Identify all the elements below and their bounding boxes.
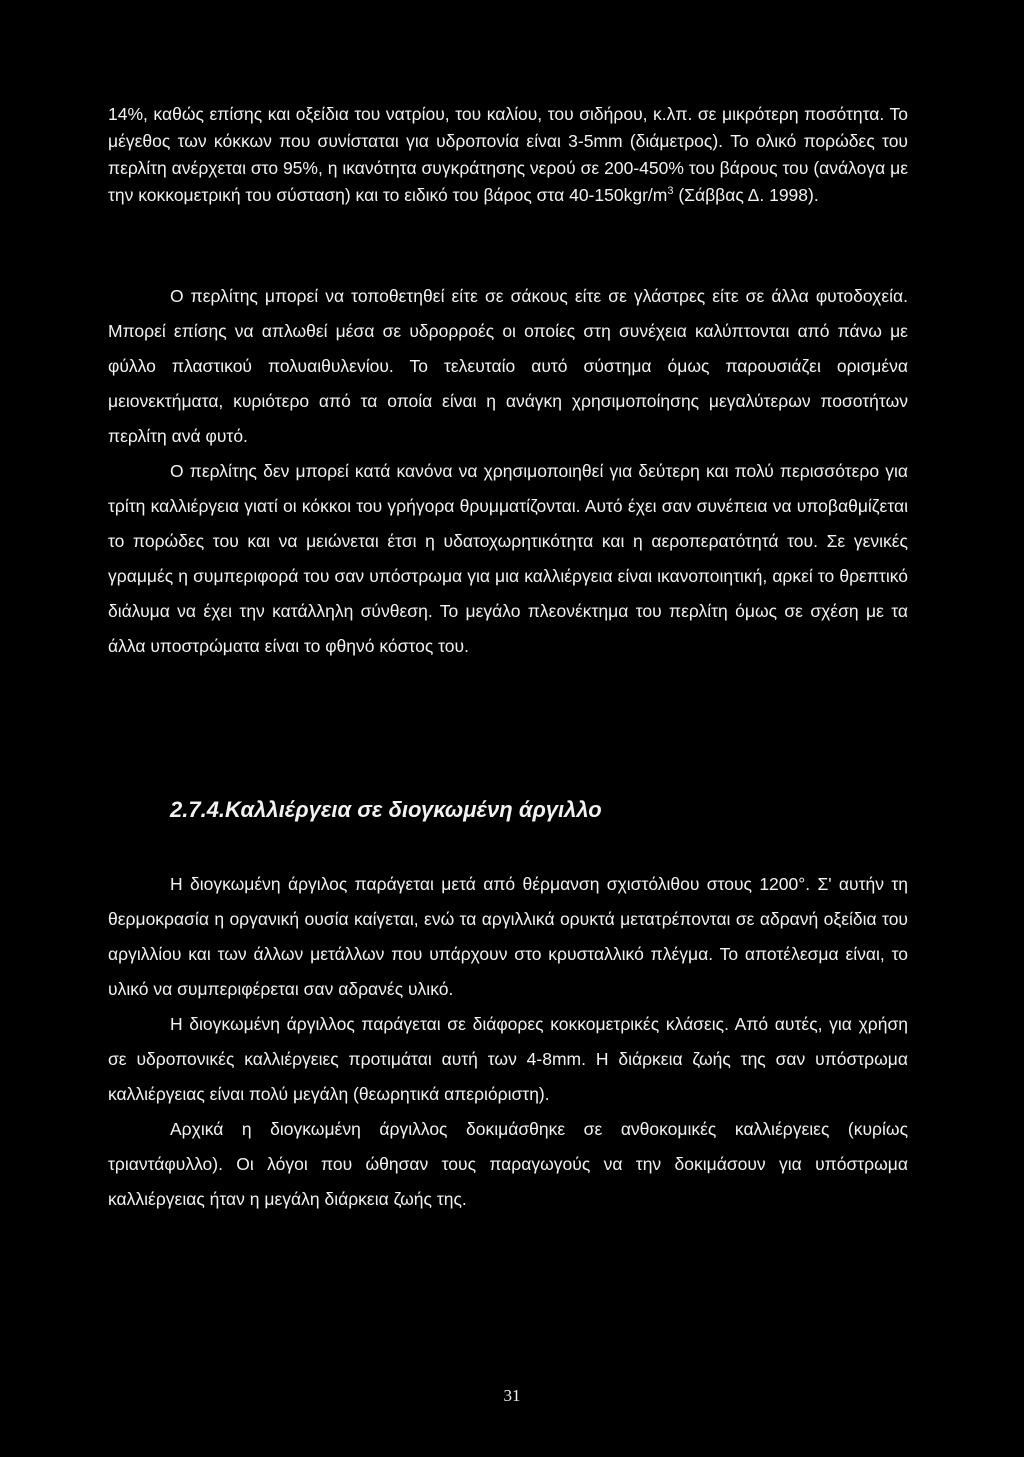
paragraph-perlite-properties xyxy=(108,101,908,209)
paragraph-clay-history: Αρχικά η διογκωμένη άργιλλος δοκιμάσθηκε σε ανθοκομικές καλλιέργειες (κυρίως τριαντάφυλλο). Οι λόγοι που ώθησαν τους παραγωγούς να την δοκιμάσουν για υπόστρωμα καλλιέργειας ήταν η μεγάλη διάρκεια ζωής της. xyxy=(108,1119,908,1209)
perlite-usage-section xyxy=(108,279,908,664)
paragraph-text: 14%, καθώς επίσης και οξείδια του νατρίου, του καλίου, του σιδήρου, κ.λπ. σε μικρότερη ποσότητα. Το μέγεθος των κόκκων που συνίσταται για υδροπονία είναι 3-5mm (διάμετρος). Το ολικό πορώδες του περλίτη ανέρχεται στο 95%, η ικανότητα συγκράτησης νερού σε 200-450% του βάρους του (ανάλογα με την κοκκομετρική του σύσταση) και το ειδικό του βάρος στα 40-150kgr/m xyxy=(108,104,908,205)
expanded-clay-section xyxy=(108,867,908,1217)
paragraph-perlite-reuse: Ο περλίτης δεν μπορεί κατά κανόνα να χρησιμοποιηθεί για δεύτερη και πολύ περισσότερο για τρίτη καλλιέργεια γιατί οι κόκκοι του γρήγορα θρυμματίζονται. Αυτό έχει σαν συνέπεια να υποβαθμίζεται το πορώδες του και να μειώνεται έτσι η υδατοχωρητικότητα και η αεροπερατότητά του. Σε γενικές γραμμές η συμπεριφορά του σαν υπόστρωμα για μια καλλιέργεια είναι ικανοποιητική, αρκεί το θρεπτικό διάλυμα να έχει την κατάλληλη σύνθεση. Το μεγάλο πλεονέκτημα του περλίτη όμως σε σχέση με τα άλλα υποστρώματα είναι το φθηνό κόστος του. xyxy=(108,461,908,656)
paragraph-clay-grades: Η διογκωμένη άργιλλος παράγεται σε διάφορες κοκκομετρικές κλάσεις. Από αυτές, για χρήση σε υδροπονικές καλλιέργειες προτιμάται αυτή των 4-8mm. Η διάρκεια ζωής της σαν υπόστρωμα καλλιέργειας είναι πολύ μεγάλη (θεωρητικά απεριόριστη). xyxy=(108,1014,908,1104)
paragraph-text-end: (Σάββας Δ. 1998). xyxy=(673,185,819,205)
paragraph-clay-production: Η διογκωμένη άργιλος παράγεται μετά από θέρμανση σχιστόλιθου στους 1200°. Σ' αυτήν τη θερμοκρασία η οργανική ουσία καίγεται, ενώ τα αργιλλικά ορυκτά μετατρέπονται σε αδρανή οξείδια του αργιλλίου και των άλλων μετάλλων που υπάρχουν στο κρυσταλλικό πλέγμα. Το αποτέλεσμα είναι, το υλικό να συμπεριφέρεται σαν αδρανές υλικό. xyxy=(108,874,908,999)
superscript-cubed: 3 xyxy=(667,185,674,198)
paragraph-perlite-containers: Ο περλίτης μπορεί να τοποθετηθεί είτε σε σάκους είτε σε γλάστρες είτε σε άλλα φυτοδοχεία. Μπορεί επίσης να απλωθεί μέσα σε υδρορροές οι οποίες στη συνέχεια καλύπτονται από πάνω με φύλλο πλαστικού πολυαιθυλενίου. Το τελευταίο αυτό σύστημα όμως παρουσιάζει ορισμένα μειονεκτήματα, κυριότερο από τα οποία είναι η ανάγκη χρησιμοποίησης μεγαλύτερων ποσοτήτων περλίτη ανά φυτό. xyxy=(108,286,908,446)
page-number: 31 xyxy=(503,1386,521,1405)
section-heading: 2.7.4.Καλλιέργεια σε διογκωμένη άργιλλο xyxy=(170,797,602,822)
